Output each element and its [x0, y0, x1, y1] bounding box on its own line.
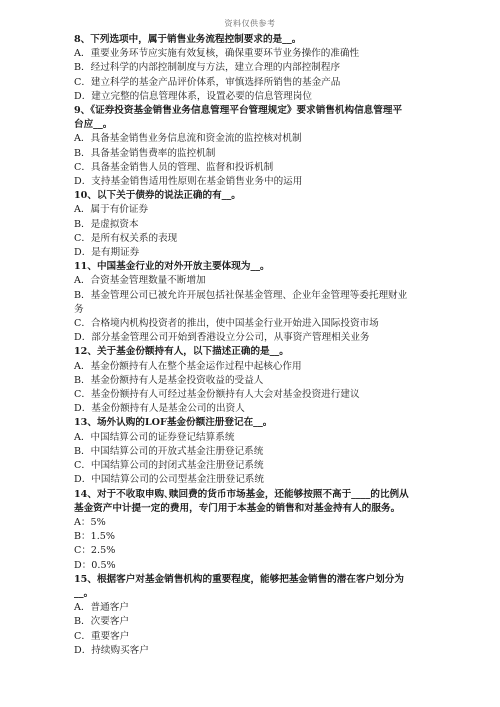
answer-option: D．是有期证券 — [74, 247, 140, 259]
answer-option: C．基金份额持有人可经过基金份额持有人大会对基金投资进行建议 — [74, 389, 360, 401]
answer-option: B．是虚拟资本 — [74, 218, 139, 230]
answer-option: A．普通客户 — [74, 602, 129, 614]
page-header-watermark: 资料仅供参考 — [224, 19, 276, 28]
answer-option: A．基金份额持有人在整个基金运作过程中起核心作用 — [74, 360, 302, 372]
question-text-line: 12、关于基金份额持有人，以下描述正确的是__。 — [74, 346, 289, 358]
answer-option: 务 — [74, 303, 84, 315]
answer-option: C．具备基金销售人员的管理、监督和投诉机制 — [74, 161, 274, 173]
question-text-line: 8、下列选项中，属于销售业务流程控制要求的是__。 — [74, 34, 302, 45]
question-text-line: 11、中国基金行业的对外开放主要体现为__。 — [74, 261, 270, 273]
answer-option: B：1.5% — [74, 531, 116, 543]
answer-option: B．基金管理公司已被允许开展包括社保基金管理、企业年金管理等委托理财业 — [74, 289, 408, 301]
question-text-line: 台应__。 — [74, 119, 113, 131]
answer-option: D．基金份额持有人是基金公司的出资人 — [74, 403, 245, 415]
answer-option: A．重要业务环节应实施有效复核，确保重要环节业务操作的准确性 — [74, 48, 360, 60]
answer-option: C．重要客户 — [74, 630, 130, 642]
answer-option: C．合格境内机构投资者的推出，使中国基金行业开始进入国际投资市场 — [74, 318, 379, 330]
answer-option: D．持续购买客户 — [74, 644, 149, 656]
answer-option: D．建立完整的信息管理体系，设置必要的信息管理岗位 — [74, 90, 312, 102]
question-text-line: 14、对于不收取申购､赎回费的货币市场基金，还能够按照不高于____的比例从 — [74, 488, 409, 500]
answer-option: B．具备基金销售费率的监控机制 — [74, 147, 216, 159]
answer-option: D．中国结算公司的公司型基金注册登记系统 — [74, 474, 264, 486]
answer-option: D：0.5% — [74, 559, 116, 571]
answer-option: A．合资基金管理数量不断增加 — [74, 275, 206, 287]
answer-option: B．次要客户 — [74, 616, 130, 628]
answer-option: A．中国结算公司的证券登记结算系统 — [74, 431, 235, 443]
question-body — [74, 33, 434, 658]
question-text-line: 15、根据客户对基金销售机构的重要程度，能够把基金销售的潜在客户划分为 — [74, 573, 404, 585]
answer-option: B．经过科学的内部控制制度与方法，建立合理的内部控制程序 — [74, 62, 341, 74]
answer-option: A：5% — [74, 516, 106, 528]
answer-option: C：2.5% — [74, 545, 116, 557]
answer-option: C．建立科学的基金产品评价体系，审慎选择所销售的基金产品 — [74, 76, 341, 88]
question-text-line: __。 — [74, 587, 94, 599]
answer-option: A．属于有价证券 — [74, 204, 149, 216]
question-text-line: 10、以下关于债券的说法正确的有__。 — [74, 190, 241, 202]
answer-option: C．是所有权关系的表现 — [74, 232, 178, 244]
question-text-line: 9、《证券投资基金销售业务信息管理平台管理规定》要求销售机构信息管理平 — [74, 105, 403, 117]
question-text-line: 基金资产中计提一定的费用，专门用于本基金的销售和对基金持有人的服务。 — [74, 502, 401, 514]
answer-option: B．基金份额持有人是基金投资收益的受益人 — [74, 374, 264, 386]
question-text-line: 13、场外认购的LOF基金份额注册登记在__。 — [74, 417, 273, 429]
answer-option: C．中国结算公司的封闭式基金注册登记系统 — [74, 460, 264, 472]
answer-option: A．具备基金销售业务信息流和资金流的监控核对机制 — [74, 133, 302, 145]
answer-option: B．中国结算公司的开放式基金注册登记系统 — [74, 445, 264, 457]
answer-option: D．支持基金销售适用性原则在基金销售业务中的运用 — [74, 176, 303, 188]
answer-option: D．部分基金管理公司开始到香港设立分公司，从事资产管理相关业务 — [74, 332, 370, 344]
